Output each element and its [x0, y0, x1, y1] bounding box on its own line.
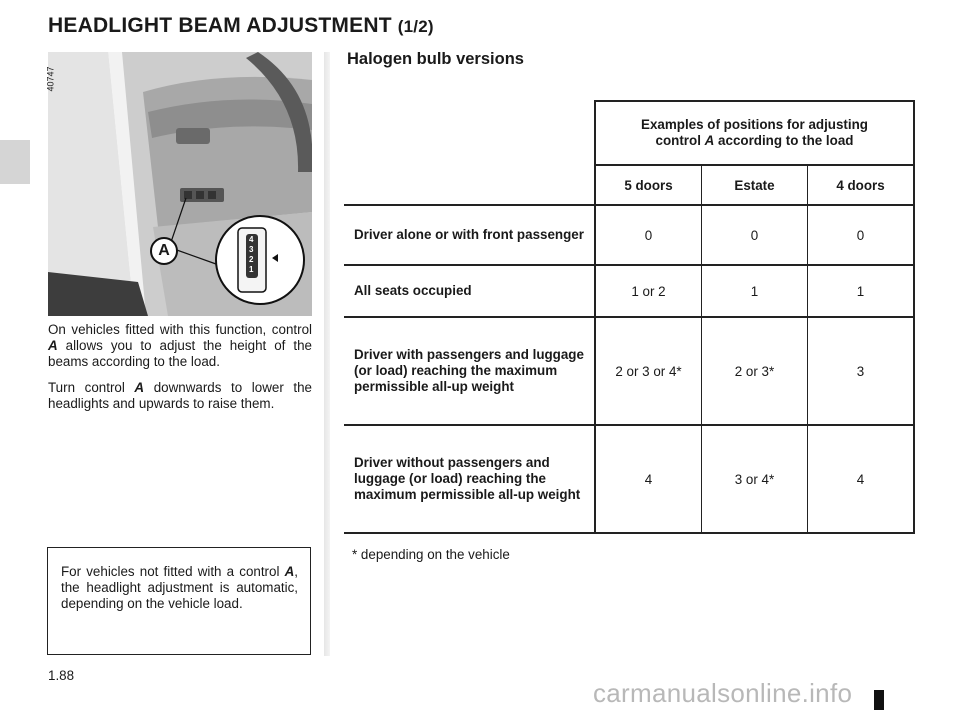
intro-paragraph-1: On vehicles fitted with this function, control A allows you to adjust the height of the beams according to the load. — [48, 322, 312, 369]
table-cell: 1 — [702, 265, 808, 317]
row-label: All seats occupied — [344, 265, 595, 317]
chapter-tab — [0, 140, 30, 184]
table-cell: 1 — [808, 265, 915, 317]
page-title-suffix: (1/2) — [397, 17, 434, 36]
page-title: HEADLIGHT BEAM ADJUSTMENT (1/2) — [48, 14, 434, 37]
table-row — [344, 425, 914, 533]
dashboard-illustration — [45, 52, 312, 316]
corner-mark — [874, 690, 884, 710]
intro-paragraph-2: Turn control A downwards to lower the headlights and upwards to raise them. — [48, 380, 312, 411]
table-cell: 4 — [808, 425, 915, 533]
column-header: 4 doors — [808, 165, 915, 205]
row-label: Driver alone or with front passenger — [344, 205, 595, 265]
table-cell: 2 or 3* — [702, 317, 808, 425]
intro-text — [48, 322, 312, 422]
table-row — [344, 205, 914, 265]
section-title: Halogen bulb versions — [347, 50, 524, 68]
table-cell: 2 or 3 or 4* — [595, 317, 702, 425]
table-cell: 0 — [595, 205, 702, 265]
dashboard-drawing — [45, 52, 312, 316]
row-label: Driver without passengers and luggage (or load) reaching the maximum permissible all-up weight — [344, 425, 595, 533]
page-number: 1.88 — [48, 668, 75, 683]
callout-a: A — [150, 237, 178, 265]
table-header: Examples of positions for adjusting control A according to the load — [595, 101, 914, 165]
table-cell: 3 — [808, 317, 915, 425]
table-cell: 0 — [808, 205, 915, 265]
note-box: For vehicles not fitted with a control A, the headlight adjustment is automatic, depending on the vehicle load. — [47, 547, 311, 655]
column-header: 5 doors — [595, 165, 702, 205]
table-cell: 3 or 4* — [702, 425, 808, 533]
footnote: * depending on the vehicle — [352, 547, 510, 562]
adjustment-table — [344, 100, 915, 534]
dial-mark: 4 — [249, 235, 254, 244]
column-header: Estate — [702, 165, 808, 205]
dial-mark: 1 — [249, 265, 254, 274]
watermark: carmanualsonline.info — [593, 678, 853, 708]
row-label: Driver with passengers and luggage (or load) reaching the maximum permissible all-up weight — [344, 317, 595, 425]
table-row — [344, 265, 914, 317]
table-row — [344, 317, 914, 425]
table-cell: 4 — [595, 425, 702, 533]
dial-mark: 3 — [249, 245, 254, 254]
dial-mark: 2 — [249, 255, 254, 264]
table-cell: 1 or 2 — [595, 265, 702, 317]
table-cell: 0 — [702, 205, 808, 265]
column-divider — [324, 52, 330, 656]
figure-code: 40747 — [45, 66, 56, 92]
